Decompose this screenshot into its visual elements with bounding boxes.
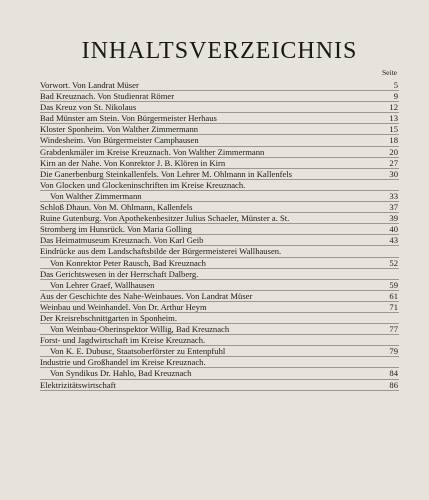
toc-entry [40,235,399,246]
toc-entry [40,246,399,257]
toc-entry [40,147,399,158]
toc-entry-title: Ruine Gutenburg. Von Apothekenbesitzer Julius Schaeler, Münster a. St. [40,213,290,224]
toc-entry-title: Von Weinbau-Oberinspektor Willig, Bad Kreuznach [50,324,230,335]
toc-entry-title: Industrie und Großhandel im Kreise Kreuznach. [40,357,206,368]
toc-entry-page: 79 [389,346,398,357]
toc-entry-page: 27 [389,157,398,168]
toc-entry-title: Das Heimatmuseum Kreuznach. Von Karl Geib [40,235,204,246]
toc-entry-page: 15 [389,124,398,135]
toc-entry-page: 12 [389,102,398,113]
toc-entry-title: Von Walther Zimmermann [50,190,142,201]
toc-entry-page: 43 [389,235,398,246]
toc-entry [40,91,399,102]
toc-entry-title: Von Konrektor Peter Rausch, Bad Kreuznach [50,257,206,268]
toc-entry-page: 37 [389,202,398,213]
toc-entry-title: Stromberg im Hunsrück. Von Maria Golling [40,224,192,235]
toc-entry-page: 86 [389,379,398,390]
page-title: INHALTSVERZEICHNIS [81,38,358,64]
toc-entry-title: Forst- und Jagdwirtschaft im Kreise Kreuznach. [40,335,206,346]
toc-entry [40,102,399,113]
toc-entry-page: 61 [389,290,398,301]
toc-entry [40,158,399,169]
toc-entry [40,346,399,357]
toc-entry-page: 5 [393,80,398,90]
toc-entry [40,302,399,313]
toc-entry [40,335,399,346]
toc-entry [40,357,399,368]
toc-entry-title: Elektrizitätswirtschaft [40,379,116,390]
toc-entry-title: Aus der Geschichte des Nahe-Weinbaues. Von Landrat Müser [40,290,253,301]
toc-entry [40,313,399,324]
toc-entry-title: Weinbau und Weinhandel. Von Dr. Arthur Heym [40,301,207,312]
toc-entry [40,191,399,202]
toc-entry-page: 39 [389,213,398,224]
toc-entry-title: Bad Kreuznach. Von Studienrat Römer [40,91,175,102]
toc-entry [40,258,399,269]
page-column-label: Seite [382,68,397,77]
toc-entry-title: Von Glocken und Glockeninschriften im Kreise Kreuznach. [40,179,246,190]
toc-entry-title: Schloß Dhaun. Von M. Ohlmann, Kallenfels [40,202,193,213]
toc-entry-title: Von Syndikus Dr. Hahlo, Bad Kreuznach [50,368,192,379]
toc-entry [40,180,399,191]
toc-entry-page: 40 [389,224,398,235]
toc-entry [40,113,399,124]
toc-entry-page: 30 [389,168,398,179]
toc-entry [40,80,399,91]
toc-entry-title: Der Kreisrebschnittgarten in Sponheim. [40,312,177,323]
toc-entry-title: Kloster Sponheim. Von Walther Zimmermann [40,124,199,135]
toc-entry-page: 13 [389,113,398,124]
toc-entry-page: 20 [389,146,398,157]
toc-entry [40,280,399,291]
toc-entry [40,135,399,146]
toc-entry-page: 18 [389,135,398,146]
toc-entry-page: 77 [389,324,398,335]
toc-entry [40,202,399,213]
toc-entry [40,124,399,135]
toc-entry-title: Das Kreuz von St. Nikolaus [40,102,137,113]
toc-entry-title: Bad Münster am Stein. Von Bürgermeister Herhaus [40,113,217,124]
toc-entry [40,169,399,180]
toc-entry [40,380,399,391]
toc-entry-page: 33 [389,190,398,201]
toc-entry [40,213,399,224]
toc-entry [40,291,399,302]
toc-list [40,80,399,391]
toc-entry-title: Vorwort. Von Landrat Müser [40,80,139,90]
toc-entry-title: Von Lehrer Graef, Wallhausen [50,279,155,290]
toc-entry-title: Von K. E. Dubusc, Staatsoberförster zu Entenpfuhl [50,346,226,357]
toc-entry-title: Windesheim. Von Bürgermeister Camphausen [40,135,199,146]
toc-entry [40,324,399,335]
toc-entry-page: 71 [389,301,398,312]
toc-entry-title: Eindrücke aus dem Landschaftsbilde der Bürgermeisterei Wallhausen. [40,246,282,257]
toc-entry-title: Kirn an der Nahe. Von Konrektor J. B. Klören in Kirn [40,157,226,168]
toc-entry-page: 59 [389,279,398,290]
toc-entry [40,224,399,235]
toc-entry-title: Die Ganerbenburg Steinkallenfels. Von Lehrer M. Ohlmann in Kallenfels [40,168,293,179]
toc-entry-title: Grabdenkmäler im Kreise Kreuznach. Von Walther Zimmermann [40,146,265,157]
toc-entry-page: 9 [393,91,398,102]
toc-entry [40,368,399,379]
toc-entry-title: Das Gerichtswesen in der Herrschaft Dalberg. [40,268,199,279]
toc-entry [40,269,399,280]
toc-entry-page: 52 [389,257,398,268]
toc-entry-page: 84 [389,368,398,379]
